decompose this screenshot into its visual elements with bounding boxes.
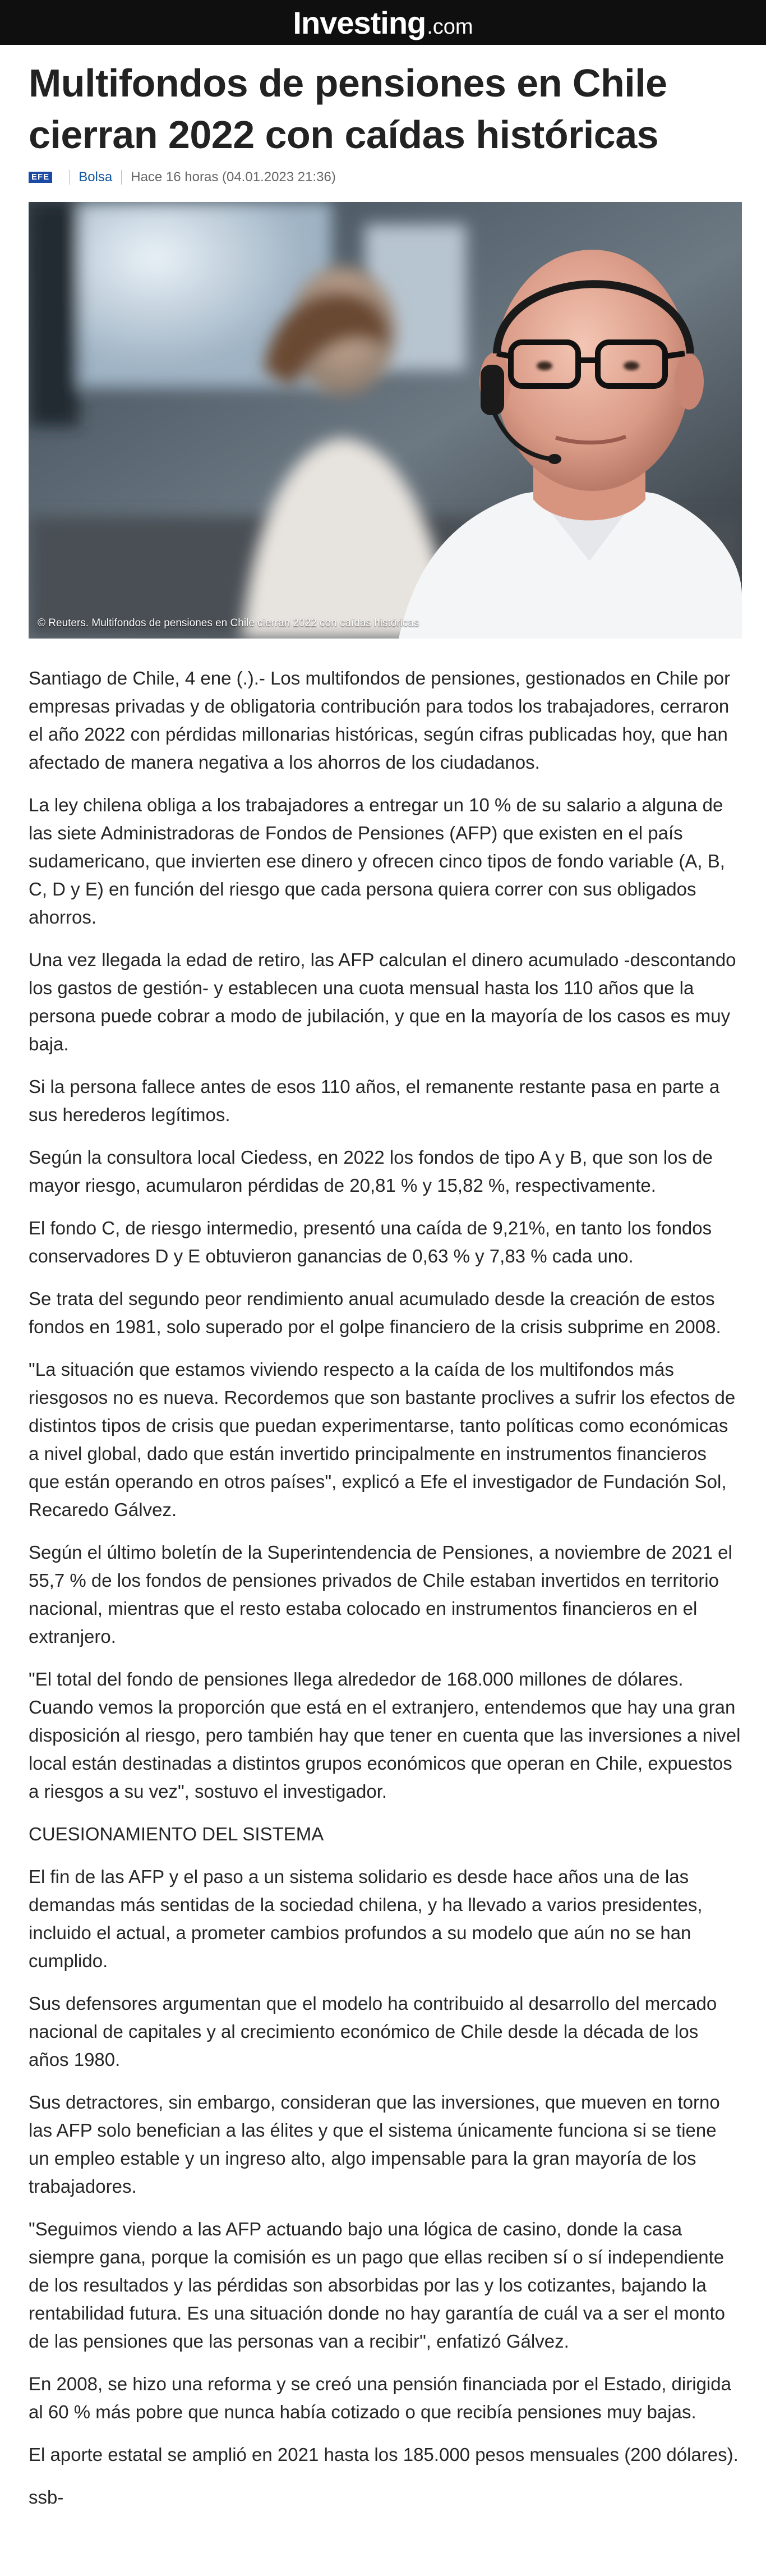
- article-paragraph: Si la persona fallece antes de esos 110 años, el remanente restante pasa en parte a sus herederos legítimos.: [29, 1076, 720, 1125]
- meta-divider: [69, 170, 70, 185]
- image-caption: © Reuters. Multifondos de pensiones en Chile cierran 2022 con caídas históricas: [38, 617, 419, 629]
- article-paragraph: Una vez llegada la edad de retiro, las AFP calculan el dinero acumulado -descontando los gastos de gestión- y establecen una cuota mensual hasta los 110 años que la persona puede cobrar a modo de jubilación, y que en la mayoría de los casos es muy baja.: [29, 949, 736, 1054]
- article-paragraph: En 2008, se hizo una reforma y se creó una pensión financiada por el Estado, dirigida al 60 % más pobre que nunca había cotizado o que recibía pensiones muy bajas.: [29, 2373, 731, 2422]
- investing-logo[interactable]: [293, 4, 473, 41]
- article-paragraph: El fondo C, de riesgo intermedio, presentó una caída de 9,21%, en tanto los fondos conservadores D y E obtuvieron ganancias de 0,63 % y 7,83 % cada uno.: [29, 1218, 712, 1266]
- article-paragraph: Se trata del segundo peor rendimiento anual acumulado desde la creación de estos fondos en 1981, solo superado por el golpe financiero de la crisis subprime en 2008.: [29, 1288, 721, 1337]
- article-signature: ssb-: [29, 2487, 64, 2508]
- article-paragraph: La ley chilena obliga a los trabajadores a entregar un 10 % de su salario a alguna de las siete Administradoras de Fondos de Pensiones (AFP) que existen en el país sudamericano, que invierten ese dinero y ofrecen cinco tipos de fondo variable (A, B, C, D y E) en función del riesgo que cada persona quiera correr con sus obligados ahorros.: [29, 795, 725, 927]
- section-heading: CUESIONAMIENTO DEL SISTEMA: [29, 1824, 324, 1844]
- article-hero-image: [29, 202, 742, 639]
- article-paragraph: Santiago de Chile, 4 ene (.).- Los multifondos de pensiones, gestionados en Chile por empresas privadas y de obligatoria contribución para todos los trabajadores, cerraron el año 2022 con pérdidas millonarias históricas, según cifras publicadas hoy, que han afectado de manera negativa a los ahorros de los ciudadanos.: [29, 668, 731, 773]
- article-body: [29, 664, 742, 2511]
- category-link[interactable]: Bolsa: [79, 169, 113, 185]
- article-paragraph: Según el último boletín de la Superintendencia de Pensiones, a noviembre de 2021 el 55,7 % de los fondos de pensiones privados de Chile estaban invertidos en territorio nacional, mientras que el resto estaba colocado en instrumentos financieros en el extranjero.: [29, 1542, 732, 1647]
- article-meta: [29, 167, 742, 187]
- site-header: [0, 0, 766, 45]
- article-paragraph: El fin de las AFP y el paso a un sistema solidario es desde hace años una de las demandas más sentidas de la sociedad chilena, y ha llevado a varios presidentes, incluido el actual, a prometer cambios profundos a su modelo que aún no se han cumplido.: [29, 1866, 703, 1971]
- article-paragraph: Según la consultora local Ciedess, en 2022 los fondos de tipo A y B, que son los de mayor riesgo, acumularon pérdidas de 20,81 % y 15,82 %, respectivamente.: [29, 1147, 713, 1196]
- hero-photo-illustration: [29, 202, 742, 639]
- article-paragraph: El aporte estatal se amplió en 2021 hasta los 185.000 pesos mensuales (200 dólares).: [29, 2444, 739, 2465]
- article-paragraph: Sus detractores, sin embargo, consideran que las inversiones, que mueven en torno las AFP solo benefician a las élites y que el sistema únicamente funciona si se tiene un empleo estable y un ingreso alto, algo impensable para la gran mayoría de los trabajadores.: [29, 2092, 720, 2197]
- logo-tld-text: .com: [427, 15, 473, 39]
- article-title: Multifondos de pensiones en Chile cierran 2022 con caídas históricas: [29, 61, 667, 157]
- article-paragraph: "Seguimos viendo a las AFP actuando bajo una lógica de casino, donde la casa siempre gana, porque la comisión es un pago que ellas reciben sí o sí independiente de los resultados y las pérdidas son absorbidas por las y los cotizantes, bajando la rentabilidad futura. Es una situación donde no hay garantía de cuál va a ser el monto de las pensiones que las personas van a recibir", enfatizó Gálvez.: [29, 2219, 725, 2352]
- article-timestamp: Hace 16 horas (04.01.2023 21:36): [131, 169, 336, 185]
- article-paragraph: Sus defensores argumentan que el modelo ha contribuido al desarrollo del mercado nacional de capitales y al crecimiento económico de Chile desde la década de los años 1980.: [29, 1993, 717, 2070]
- article-paragraph: "La situación que estamos viviendo respecto a la caída de los multifondos más riesgosos no es nueva. Recordemos que son bastante proclives a sufrir los efectos de distintos tipos de crisis que puedan experimentarse, tanto políticas como económicas a nivel global, dado que están invertido principalmente en instrumentos financieros que están operando en otros países", explicó a Efe el investigador de Fundación Sol, Recaredo Gálvez.: [29, 1359, 736, 1520]
- article-paragraph: "El total del fondo de pensiones llega alrededor de 168.000 millones de dólares. Cuando vemos la proporción que está en el extranjero, entendemos que hay una gran disposición al riesgo, pero también hay que tener en cuenta que las inversiones a nivel local están destinadas a distintos grupos económicos que operan en Chile, expuestos a riesgos a su vez", sostuvo el investigador.: [29, 1669, 741, 1802]
- meta-divider: [121, 170, 122, 185]
- efe-logo-text: EFE: [29, 172, 52, 183]
- article-container: [29, 45, 742, 2526]
- logo-main-text: Investing: [293, 4, 426, 40]
- efe-source-logo: [29, 172, 52, 183]
